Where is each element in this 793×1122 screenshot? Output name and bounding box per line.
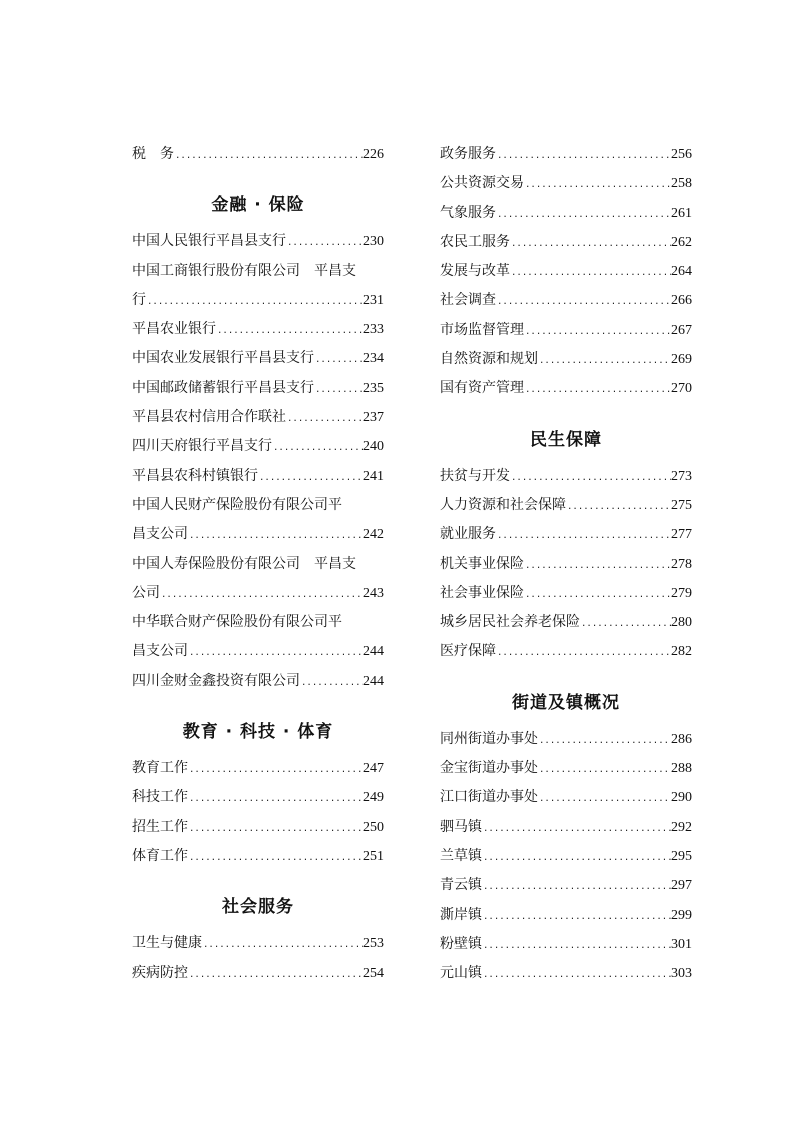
dot-leader (482, 961, 671, 988)
dot-leader (188, 844, 363, 871)
dot-leader (272, 434, 363, 461)
page-number: 237 (363, 410, 384, 426)
dot-leader (510, 464, 671, 491)
toc-entry[interactable] (132, 842, 384, 871)
entry-title: 机关事业保险 (440, 555, 524, 572)
page-number: 250 (363, 819, 384, 835)
toc-section (132, 140, 384, 169)
page-number: 301 (671, 936, 692, 952)
page-number: 279 (671, 585, 692, 601)
page-number: 290 (671, 790, 692, 806)
dot-leader (482, 873, 671, 900)
page-number: 241 (363, 468, 384, 484)
page-number: 254 (363, 965, 384, 981)
toc-entry[interactable] (132, 432, 384, 461)
dot-leader (496, 288, 671, 315)
page-number: 261 (671, 205, 692, 221)
page-number: 267 (671, 322, 692, 338)
page-number: 226 (363, 147, 384, 162)
dot-leader (202, 931, 363, 958)
dot-leader (216, 317, 363, 344)
toc-entry[interactable] (440, 491, 692, 520)
page-number: 243 (363, 585, 384, 601)
entry-title: 中国人寿保险股份有限公司 平昌支 (132, 555, 356, 572)
entry-title: 中华联合财产保险股份有限公司平 (132, 614, 342, 631)
entry-title: 国有资产管理 (440, 380, 524, 397)
section-heading: 教育 · 科技 · 体育 (182, 722, 334, 743)
entry-title: 税 务 (132, 146, 174, 162)
page-number: 230 (363, 234, 384, 250)
toc-entry[interactable] (440, 959, 692, 988)
dot-leader (188, 756, 363, 783)
toc-entry[interactable] (440, 783, 692, 812)
toc-entry[interactable] (440, 316, 692, 345)
page-number: 278 (671, 556, 692, 572)
toc-entry[interactable] (440, 286, 692, 315)
dot-leader (482, 844, 671, 871)
page-number: 270 (671, 381, 692, 397)
page-number: 234 (363, 351, 384, 367)
dot-leader (258, 464, 363, 491)
dot-leader (510, 230, 671, 257)
toc-section (440, 681, 692, 989)
page-number: 273 (671, 468, 692, 484)
dot-leader (286, 405, 363, 432)
toc-entry[interactable] (440, 374, 692, 403)
page-number: 303 (671, 966, 692, 982)
dot-leader (482, 932, 671, 959)
toc-entry[interactable] (440, 579, 692, 608)
page-number: 244 (363, 673, 384, 689)
entry-title: 中国人民银行平昌县支行 (132, 233, 286, 250)
toc-entry[interactable] (440, 169, 692, 198)
toc-entry[interactable] (440, 345, 692, 374)
page-number: 251 (363, 848, 384, 864)
entry-title: 同州街道办事处 (440, 730, 538, 747)
entry-title: 就业服务 (440, 526, 496, 543)
toc-entry[interactable] (440, 754, 692, 783)
toc-entry[interactable] (440, 550, 692, 579)
entry-title: 昌支公司 (132, 526, 188, 543)
dot-leader (300, 669, 363, 696)
entry-title: 平昌农业银行 (132, 321, 216, 338)
page-number: 231 (363, 292, 384, 308)
dot-leader (580, 610, 671, 637)
toc-entry[interactable] (440, 725, 692, 754)
toc-entry[interactable] (132, 520, 384, 549)
entry-title: 四川天府银行平昌支行 (132, 438, 272, 455)
entry-title: 社会调查 (440, 292, 496, 309)
entry-title: 青云镇 (440, 877, 482, 894)
toc-entry[interactable] (132, 783, 384, 812)
page-number: 253 (363, 936, 384, 952)
toc-entry[interactable] (132, 667, 384, 696)
entry-title: 兰草镇 (440, 847, 482, 864)
entry-title: 体育工作 (132, 847, 188, 864)
page-number: 244 (363, 644, 384, 660)
toc-entry[interactable] (132, 754, 384, 783)
dot-leader (188, 522, 363, 549)
toc-section (440, 140, 692, 404)
entry-title: 江口街道办事处 (440, 789, 538, 806)
toc-entry[interactable] (132, 374, 384, 403)
toc-entry[interactable] (440, 871, 692, 900)
toc-entry[interactable] (132, 929, 384, 958)
page-number: 262 (671, 234, 692, 250)
toc-entry[interactable] (440, 228, 692, 257)
dot-leader (538, 727, 671, 754)
entry-title: 澌岸镇 (440, 906, 482, 923)
toc-entry[interactable] (440, 520, 692, 549)
page-number: 286 (671, 731, 692, 747)
entry-title: 招生工作 (132, 818, 188, 835)
dot-leader (566, 493, 671, 520)
toc-entry[interactable] (440, 608, 692, 637)
toc-entry[interactable] (132, 491, 384, 520)
page-number: 235 (363, 380, 384, 396)
dot-leader (496, 142, 671, 169)
entry-title: 中国农业发展银行平昌县支行 (132, 350, 314, 367)
entry-title: 政务服务 (440, 146, 496, 162)
toc-section (440, 418, 692, 667)
page-number: 292 (671, 819, 692, 835)
toc-entry[interactable] (440, 842, 692, 871)
toc-entry[interactable] (440, 140, 692, 169)
section-heading: 民生保障 (530, 429, 602, 450)
toc-entry[interactable] (132, 286, 384, 315)
page-number: 277 (671, 527, 692, 543)
toc-right-column (440, 140, 692, 988)
page-number: 275 (671, 497, 692, 513)
page-number: 280 (671, 615, 692, 631)
toc-section (132, 183, 384, 696)
entry-title: 疾病防控 (132, 964, 188, 981)
entry-title: 行 (132, 291, 146, 308)
toc-entry[interactable] (132, 959, 384, 988)
entry-title: 公司 (132, 584, 160, 601)
toc-entry[interactable] (132, 140, 384, 169)
section-heading: 社会服务 (222, 897, 294, 918)
toc-entry[interactable] (132, 579, 384, 608)
dot-leader (314, 346, 363, 373)
entry-title: 医疗保障 (440, 643, 496, 660)
toc-entry[interactable] (132, 403, 384, 432)
page-number: 299 (671, 907, 692, 923)
section-heading: 街道及镇概况 (512, 692, 620, 713)
entry-title: 四川金财金鑫投资有限公司 (132, 672, 300, 689)
entry-title: 中国工商银行股份有限公司 平昌支 (132, 262, 356, 279)
toc-entry[interactable] (132, 813, 384, 842)
toc-entry[interactable] (132, 344, 384, 373)
toc-section (132, 885, 384, 988)
entry-title: 市场监督管理 (440, 321, 524, 338)
toc-entry[interactable] (440, 637, 692, 666)
section-heading: 金融 · 保险 (211, 195, 305, 216)
page-number: 297 (671, 878, 692, 894)
dot-leader (524, 171, 671, 198)
entry-title: 农民工服务 (440, 233, 510, 250)
entry-title: 驷马镇 (440, 818, 482, 835)
page-number: 264 (671, 264, 692, 280)
dot-leader (482, 903, 671, 930)
entry-title: 中国邮政储蓄银行平昌县支行 (132, 379, 314, 396)
entry-title: 社会事业保险 (440, 584, 524, 601)
dot-leader (496, 522, 671, 549)
dot-leader (174, 142, 363, 169)
dot-leader (314, 376, 363, 403)
dot-leader (188, 785, 363, 812)
toc-entry[interactable] (132, 257, 384, 286)
toc-entry[interactable] (440, 813, 692, 842)
page-number: 288 (671, 761, 692, 777)
toc-section (132, 710, 384, 871)
dot-leader (146, 288, 363, 315)
entry-title: 人力资源和社会保障 (440, 496, 566, 513)
dot-leader (524, 318, 671, 345)
dot-leader (538, 785, 671, 812)
entry-title: 公共资源交易 (440, 175, 524, 192)
toc-entry[interactable] (132, 462, 384, 491)
page-number: 240 (363, 439, 384, 455)
dot-leader (524, 581, 671, 608)
entry-title: 自然资源和规划 (440, 351, 538, 368)
toc-entry[interactable] (440, 901, 692, 930)
dot-leader (510, 259, 671, 286)
toc-entry[interactable] (132, 315, 384, 344)
toc-entry[interactable] (440, 930, 692, 959)
dot-leader (538, 756, 671, 783)
page-number: 295 (671, 848, 692, 864)
dot-leader (286, 229, 363, 256)
entry-title: 粉壁镇 (440, 935, 482, 952)
entry-title: 城乡居民社会养老保险 (440, 614, 580, 631)
entry-title: 平昌县农科村镇银行 (132, 467, 258, 484)
entry-title: 扶贫与开发 (440, 467, 510, 484)
toc-entry[interactable] (132, 637, 384, 666)
toc-entry[interactable] (440, 462, 692, 491)
entry-title: 平昌县农村信用合作联社 (132, 409, 286, 426)
entry-title: 中国人民财产保险股份有限公司平 (132, 496, 342, 513)
entry-title: 昌支公司 (132, 643, 188, 660)
toc-left-column (132, 140, 384, 988)
page-number: 247 (363, 761, 384, 777)
toc-entry[interactable] (440, 199, 692, 228)
page-number: 266 (671, 293, 692, 309)
dot-leader (496, 201, 671, 228)
dot-leader (524, 552, 671, 579)
page-number: 249 (363, 790, 384, 806)
dot-leader (538, 347, 671, 374)
dot-leader (524, 376, 671, 403)
entry-title: 元山镇 (440, 965, 482, 982)
entry-title: 气象服务 (440, 204, 496, 221)
page-number: 282 (671, 644, 692, 660)
page-number: 233 (363, 322, 384, 338)
page-number: 269 (671, 352, 692, 368)
toc-entry[interactable] (132, 227, 384, 256)
toc-entry[interactable] (132, 608, 384, 637)
page-number: 256 (671, 147, 692, 162)
entry-title: 科技工作 (132, 789, 188, 806)
entry-title: 卫生与健康 (132, 935, 202, 952)
page-number: 242 (363, 527, 384, 543)
dot-leader (482, 815, 671, 842)
dot-leader (188, 815, 363, 842)
dot-leader (496, 639, 671, 666)
page-number: 258 (671, 176, 692, 192)
entry-title: 发展与改革 (440, 263, 510, 280)
dot-leader (160, 581, 363, 608)
dot-leader (188, 961, 363, 988)
toc-entry[interactable] (132, 550, 384, 579)
dot-leader (188, 639, 363, 666)
toc-entry[interactable] (440, 257, 692, 286)
entry-title: 金宝街道办事处 (440, 760, 538, 777)
entry-title: 教育工作 (132, 760, 188, 777)
